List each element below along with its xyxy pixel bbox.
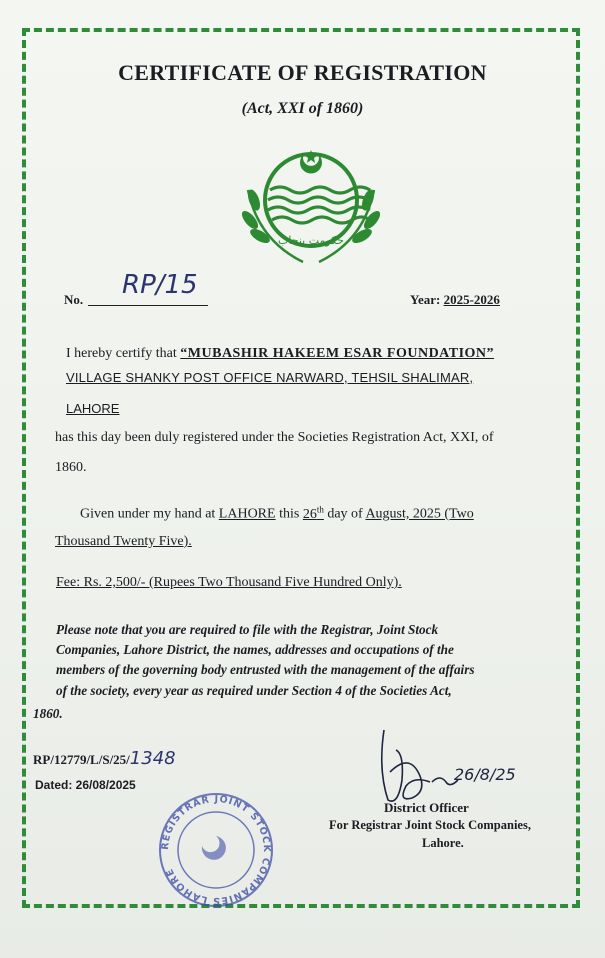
emblem-caption: حکومت پنجاب (278, 234, 344, 247)
signatory-city: Lahore. (422, 836, 464, 850)
organization-name: “MUBASHIR HAKEEM ESAR FOUNDATION” (180, 346, 495, 361)
registrar-stamp-icon (152, 790, 280, 910)
act-subtitle: (Act, XXI of 1860) (241, 100, 364, 117)
given-date-part1: August, 2025 (Two (365, 506, 474, 522)
for-registrar: For Registrar Joint Stock Companies, (329, 818, 531, 832)
given-dayof: day of (323, 506, 366, 522)
svg-text:REGISTRAR JOINT STOCK COMPANIE: REGISTRAR JOINT STOCK COMPANIES LAHORE (159, 793, 273, 907)
fee-line: Fee: Rs. 2,500/- (Rupees Two Thousand Five Hundred Only). (56, 575, 402, 590)
registration-no-line (88, 304, 208, 306)
district-officer: District Officer (384, 800, 469, 815)
registered-line-1: has this day been duly registered under the Societies Registration Act, XXI, of (55, 430, 494, 445)
address-line-2: LAHORE (66, 401, 120, 416)
note-line-4: of the society, every year as required under Section 4 of the Societies Act, (56, 683, 452, 698)
note-line-2: Companies, Lahore District, the names, addresses and occupations of the (56, 642, 454, 657)
dated-line: Dated: 26/08/2025 (35, 778, 136, 792)
given-day: 26th (302, 504, 324, 522)
registration-no-value: RP/15 (122, 270, 198, 300)
punjab-emblem-icon (240, 140, 382, 270)
given-city: LAHORE (218, 506, 276, 522)
note-line-5: 1860. (33, 706, 63, 721)
year-label: Year: (410, 292, 441, 307)
given-date-part2: Thousand Twenty Five). (55, 534, 192, 549)
certify-prefix: I hereby certify that (66, 346, 181, 361)
note-line-1: Please note that you are required to file with the Registrar, Joint Stock (56, 622, 439, 637)
signature-date: 26/8/25 (454, 765, 516, 784)
reference-number (33, 748, 176, 769)
certify-line (66, 346, 494, 362)
reference-prefix: RP/12779/L/S/25/ (33, 752, 130, 767)
certificate-title: CERTIFICATE OF REGISTRATION (118, 60, 487, 85)
registered-line-2: 1860. (55, 460, 87, 475)
reference-handwritten: 1348 (129, 748, 176, 769)
given-line (80, 504, 474, 523)
year-field (410, 292, 500, 308)
given-prefix: Given under my hand at (80, 506, 219, 522)
given-this: this (275, 506, 303, 522)
note-line-3: members of the governing body entrusted with the management of the affairs (56, 662, 475, 677)
registration-no-label: No. (64, 292, 84, 307)
year-value: 2025-2026 (443, 292, 500, 307)
address-line-1: VILLAGE SHANKY POST OFFICE NARWARD, TEHSIL SHALIMAR, (66, 370, 474, 385)
